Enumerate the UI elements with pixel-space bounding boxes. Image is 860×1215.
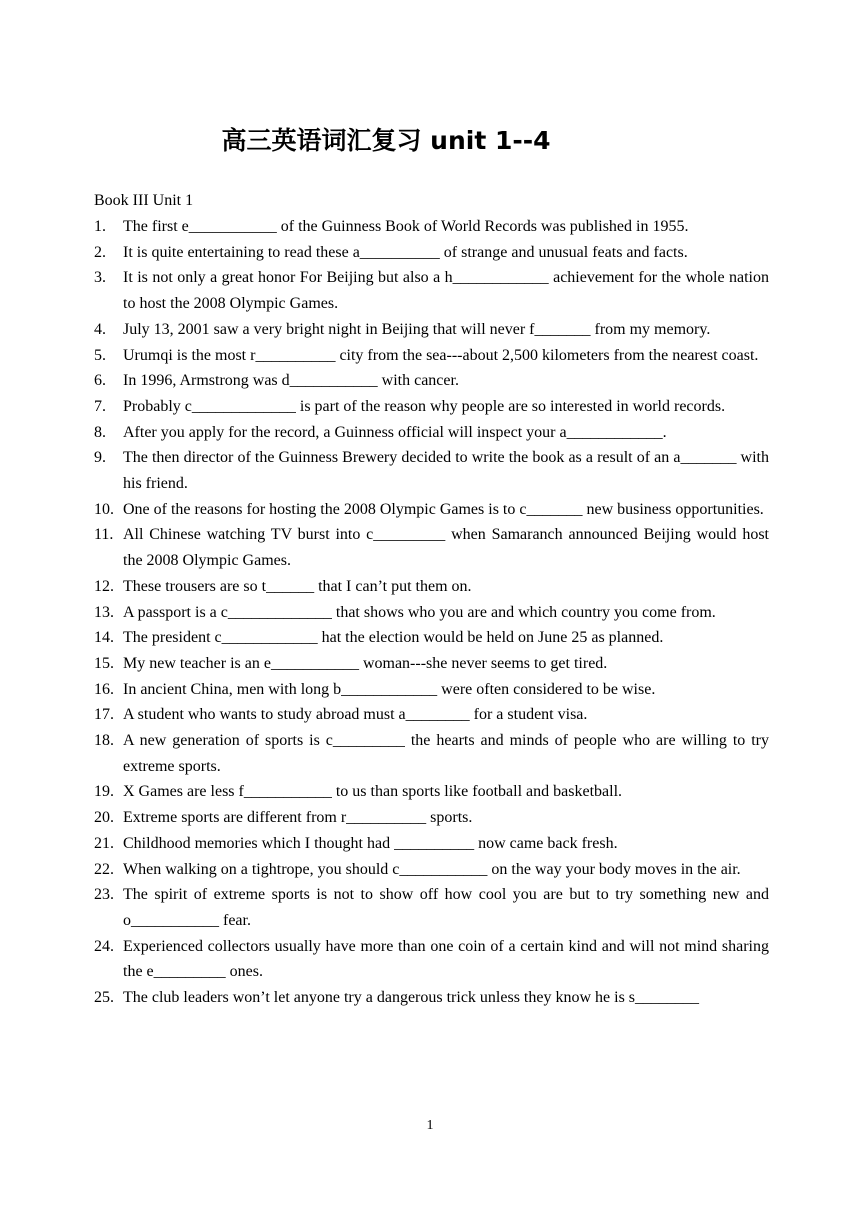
question-item (94, 394, 769, 420)
question-number: 6. (94, 372, 106, 390)
question-number: 5. (94, 346, 106, 364)
section-heading: Book III Unit 1 (94, 192, 194, 209)
question-item (94, 265, 769, 316)
question-item (94, 702, 769, 728)
question-number: 16. (94, 680, 114, 698)
question-text: Probably c_____________ is part of the reason why people are so interested in world records. (123, 397, 726, 415)
question-text: Extreme sports are different from r__________ sports. (123, 809, 473, 827)
question-text: My new teacher is an e___________ woman---she never seems to get tired. (123, 654, 608, 672)
question-text: Urumqi is the most r__________ city from the sea---about 2,500 kilometers from the nearest coast. (123, 346, 759, 364)
question-number: 25. (94, 989, 114, 1007)
question-text: It is not only a great honor For Beijing but also a h____________ achievement for the whole nation to host the 2008 Olympic Games. (123, 269, 769, 313)
question-item (94, 779, 769, 805)
question-text: These trousers are so t______ that I can’t put them on. (123, 577, 472, 595)
question-item (94, 574, 769, 600)
question-item (94, 240, 769, 266)
question-text: The first e___________ of the Guinness Book of World Records was published in 1955. (123, 218, 689, 235)
question-number: 20. (94, 809, 114, 827)
question-item (94, 857, 769, 883)
question-number: 1. (94, 218, 106, 235)
question-item (94, 882, 769, 933)
question-number: 14. (94, 629, 114, 647)
question-text: In ancient China, men with long b____________ were often considered to be wise. (123, 680, 656, 698)
question-number: 9. (94, 449, 106, 467)
question-item (94, 445, 769, 496)
question-text: After you apply for the record, a Guinness official will inspect your a____________. (123, 423, 667, 441)
question-item (94, 420, 769, 446)
question-text: The spirit of extreme sports is not to show off how cool you are but to try something new and o___________ fear. (123, 886, 769, 929)
question-number: 10. (94, 500, 114, 518)
question-text: The then director of the Guinness Brewery decided to write the book as a result of an a_______ with his friend. (123, 449, 769, 493)
question-text: All Chinese watching TV burst into c_________ when Samaranch announced Beijing would host the 2008 Olympic Games. (123, 526, 769, 570)
question-item (94, 343, 769, 369)
question-number: 7. (94, 397, 106, 415)
question-text: Childhood memories which I thought had __________ now came back fresh. (123, 834, 618, 852)
question-text: A new generation of sports is c_________ the hearts and minds of people who are willing to try extreme sports. (123, 732, 769, 775)
question-item (94, 522, 769, 573)
question-item (94, 214, 769, 240)
question-number: 19. (94, 783, 114, 801)
question-number: 24. (94, 937, 114, 955)
question-item (94, 677, 769, 703)
question-number: 22. (94, 860, 114, 878)
question-list (94, 214, 769, 1011)
question-number: 4. (94, 320, 106, 338)
question-text: Experienced collectors usually have more than one coin of a certain kind and will not mind sharing the e_________ ones. (123, 937, 769, 981)
question-text: A passport is a c_____________ that shows who you are and which country you come from. (123, 603, 716, 621)
question-number: 11. (94, 526, 114, 544)
page-title: 高三英语词汇复习 unit 1--4 (221, 126, 551, 155)
question-item (94, 934, 769, 985)
question-text: One of the reasons for hosting the 2008 Olympic Games is to c_______ new business opportunities. (123, 500, 764, 518)
question-item (94, 368, 769, 394)
question-item (94, 497, 769, 523)
question-text: In 1996, Armstrong was d___________ with cancer. (123, 372, 459, 390)
question-number: 13. (94, 603, 114, 621)
page-number: 1 (426, 1118, 434, 1133)
question-number: 8. (94, 423, 106, 441)
question-number: 18. (94, 732, 114, 750)
question-text: The president c____________ hat the election would be held on June 25 as planned. (123, 629, 664, 647)
question-text: When walking on a tightrope, you should c___________ on the way your body moves in the air. (123, 860, 741, 878)
question-item (94, 625, 769, 651)
question-text: A student who wants to study abroad must a________ for a student visa. (123, 706, 588, 724)
question-text: X Games are less f___________ to us than sports like football and basketball. (123, 783, 623, 801)
question-number: 21. (94, 834, 114, 852)
question-item (94, 317, 769, 343)
question-item (94, 831, 769, 857)
question-number: 2. (94, 243, 106, 261)
question-number: 17. (94, 706, 114, 724)
question-number: 3. (94, 269, 106, 287)
question-text: It is quite entertaining to read these a__________ of strange and unusual feats and facts. (123, 243, 688, 261)
question-item (94, 600, 769, 626)
question-item (94, 728, 769, 779)
question-number: 23. (94, 886, 114, 904)
question-text: July 13, 2001 saw a very bright night in Beijing that will never f_______ from my memory. (123, 320, 711, 338)
question-item (94, 985, 769, 1011)
question-number: 15. (94, 654, 114, 672)
question-item (94, 651, 769, 677)
question-item (94, 805, 769, 831)
question-text: The club leaders won’t let anyone try a dangerous trick unless they know he is s________ (123, 989, 700, 1007)
question-number: 12. (94, 577, 114, 595)
